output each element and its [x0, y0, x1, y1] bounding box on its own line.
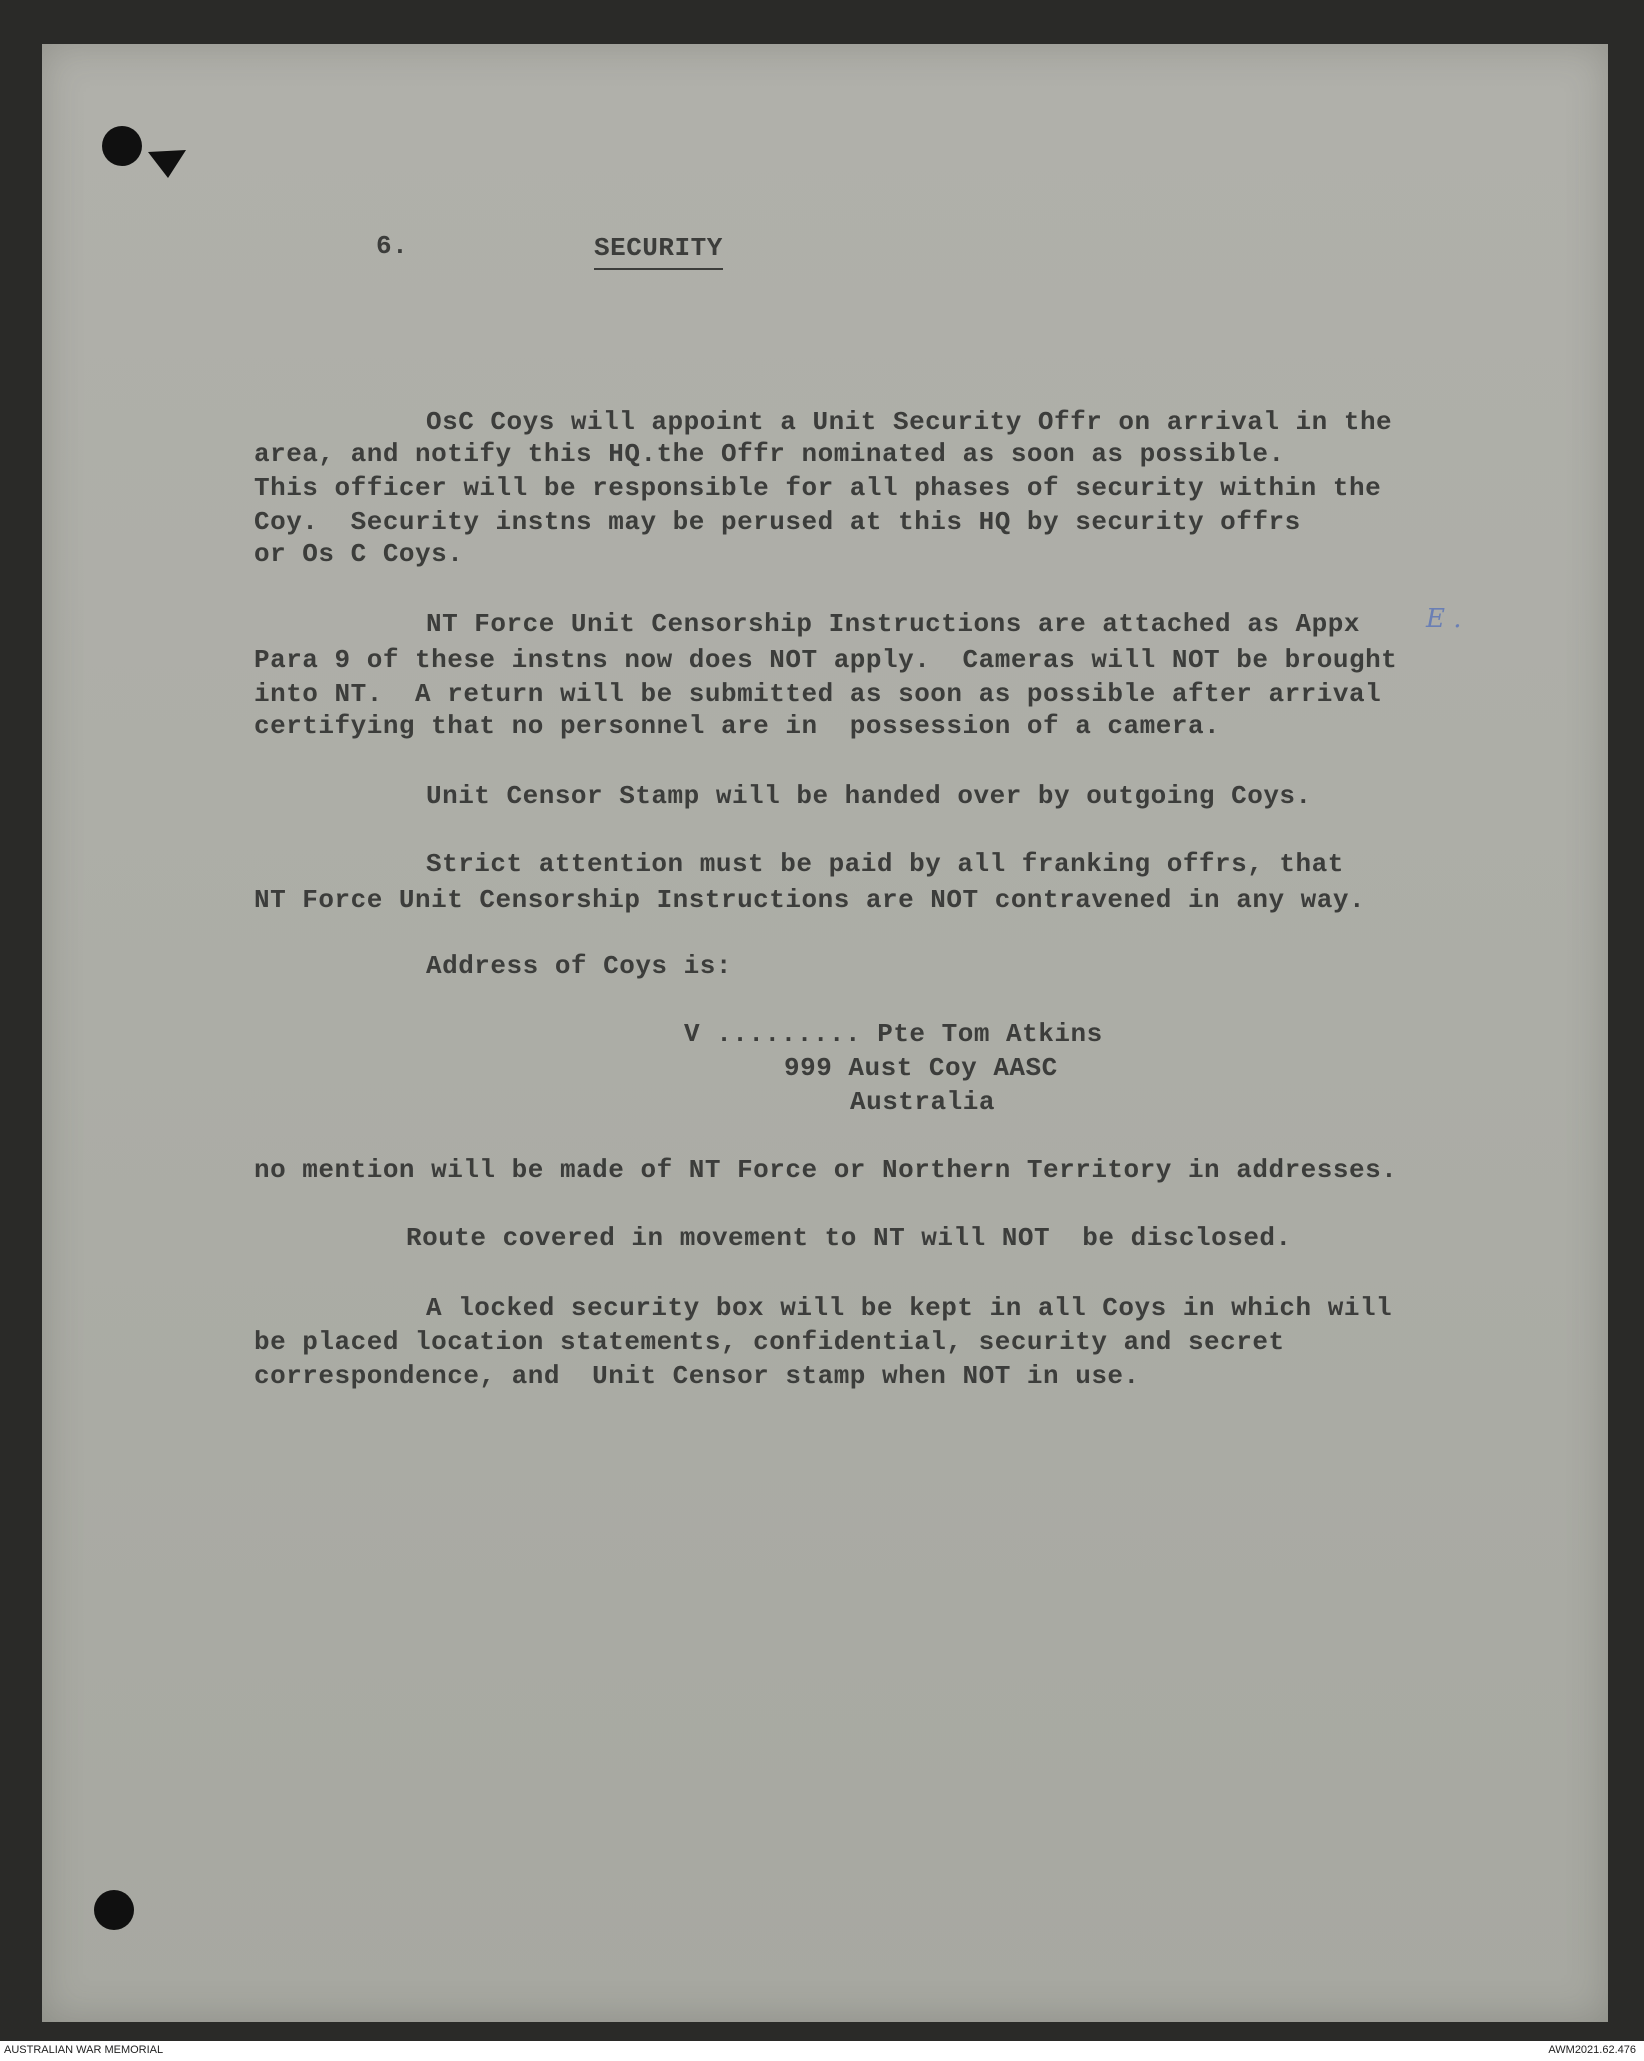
para1-line: Coy. Security instns may be perused at this HQ by security offrs	[254, 507, 1301, 537]
archive-footer	[0, 2041, 1644, 2061]
appx-handwritten-annotation: E .	[1426, 604, 1462, 634]
para2-line: into NT. A return will be submitted as soon as possible after arrival	[254, 679, 1382, 709]
para7-line: correspondence, and Unit Censor stamp when NOT in use.	[254, 1361, 1140, 1391]
para3-line: Unit Censor Stamp will be handed over by outgoing Coys.	[426, 781, 1312, 811]
para7-line: be placed location statements, confidential, security and secret	[254, 1327, 1285, 1357]
punch-hole-top	[102, 126, 142, 166]
address-line: V ......... Pte Tom Atkins	[684, 1019, 1103, 1049]
footer-institution: AUSTRALIAN WAR MEMORIAL	[4, 2044, 164, 2056]
para2-line: Para 9 of these instns now does NOT apply. Cameras will NOT be brought	[254, 645, 1398, 675]
para1-line: or Os C Coys.	[254, 539, 464, 569]
para4-line: Strict attention must be paid by all franking offrs, that	[426, 849, 1344, 879]
address-line: Australia	[850, 1087, 995, 1117]
para2-line: certifying that no personnel are in possession of a camera.	[254, 711, 1221, 741]
punch-hole-bottom	[94, 1890, 134, 1930]
para4-line: NT Force Unit Censorship Instructions are NOT contravened in any way.	[254, 885, 1366, 915]
footer-reference: AWM2021.62.476	[1548, 2044, 1636, 2056]
para6-line: Route covered in movement to NT will NOT be disclosed.	[406, 1223, 1292, 1253]
para1-line: This officer will be responsible for all phases of security within the	[254, 473, 1382, 503]
paper-tear-mark	[148, 148, 188, 182]
heading-number: 6.	[376, 231, 409, 261]
address-intro: Address of Coys is:	[426, 951, 732, 981]
para2-line: NT Force Unit Censorship Instructions are attached as Appx	[426, 609, 1360, 639]
heading-title: SECURITY	[594, 232, 723, 270]
para7-line: A locked security box will be kept in all Coys in which will	[426, 1293, 1393, 1323]
para1-line: area, and notify this HQ.the Offr nominated as soon as possible.	[254, 439, 1285, 469]
para1-line: OsC Coys will appoint a Unit Security Offr on arrival in the	[426, 407, 1393, 437]
para5-line: no mention will be made of NT Force or Northern Territory in addresses.	[254, 1155, 1398, 1185]
address-line: 999 Aust Coy AASC	[784, 1053, 1058, 1083]
